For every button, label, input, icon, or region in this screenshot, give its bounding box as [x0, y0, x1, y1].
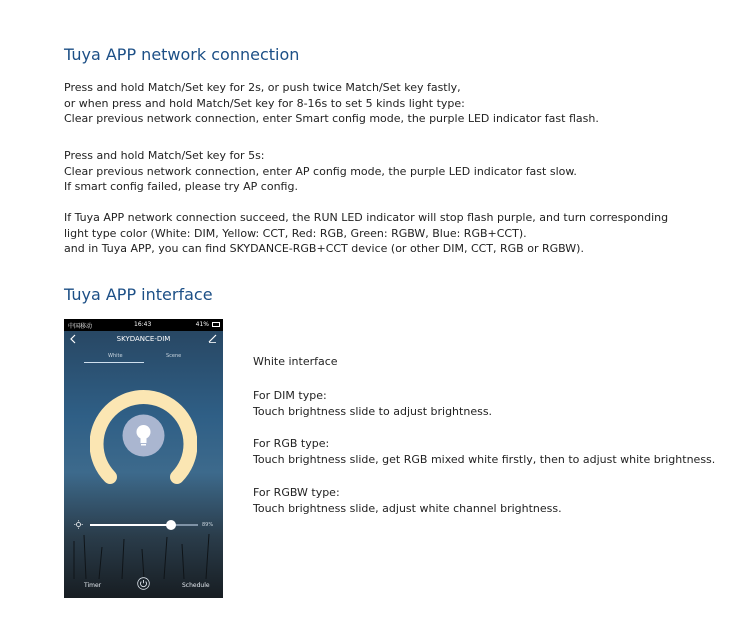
pencil-icon[interactable] [208, 334, 217, 343]
rgbw-text: Touch brightness slide, adjust white channel brightness. [253, 501, 562, 515]
rgb-description [253, 436, 715, 467]
text-line: light type color (White: DIM, Yellow: CCT, Red: RGB, Green: RGBW, Blue: RGB+CCT). [64, 226, 527, 240]
power-icon[interactable] [137, 577, 150, 590]
schedule-button[interactable]: Schedule [182, 582, 210, 589]
text-line: and in Tuya APP, you can find SKYDANCE-RGB+CCT device (or other DIM, CCT, RGB or RGBW). [64, 242, 584, 255]
mode-tabs [64, 350, 223, 364]
app-screenshot [64, 319, 223, 598]
paragraph-match-key [64, 80, 599, 127]
device-title: SKYDANCE-DIM [116, 335, 171, 343]
text-line: Clear previous network connection, enter Smart config mode, the purple LED indicator fast flash. [64, 112, 599, 125]
carrier-label: 中国移动 [68, 323, 93, 330]
text-line: Press and hold Match/Set key for 2s, or push twice Match/Set key fastly, [64, 81, 461, 94]
dim-description [253, 388, 492, 419]
rgb-text: Touch brightness slide, get RGB mixed white firstly, then to adjust white brightness. [253, 452, 716, 466]
interface-heading: White interface [253, 355, 338, 368]
timer-button[interactable]: Timer [84, 582, 102, 589]
dim-text: Touch brightness slide to adjust brightness. [253, 404, 493, 418]
text-line: Press and hold Match/Set key for 5s: [64, 149, 265, 162]
text-line: or when press and hold Match/Set key for 8-16s to set 5 kinds light type: [64, 96, 465, 110]
text-line: If smart config failed, please try AP config. [64, 180, 298, 193]
section-title-interface: Tuya APP interface [64, 285, 213, 304]
status-bar [64, 319, 223, 331]
paragraph-ap-config [64, 148, 577, 195]
paragraph-connection-success [64, 210, 668, 257]
brightness-ring[interactable] [90, 382, 197, 489]
rgbw-description [253, 485, 562, 516]
sun-icon [74, 520, 83, 529]
clock-label: 16:43 [134, 321, 152, 328]
text-line: If Tuya APP network connection succeed, the RUN LED indicator will stop flash purple, and turn corresponding [64, 211, 669, 224]
bottom-bar [64, 576, 223, 596]
background-trees [64, 529, 223, 579]
battery-label: 41% [195, 321, 209, 328]
dim-title: For DIM type: [253, 389, 327, 402]
battery-icon [212, 322, 220, 327]
tab-scene[interactable]: Scene [166, 353, 182, 359]
rgbw-title: For RGBW type: [253, 486, 340, 499]
nav-bar [64, 331, 223, 349]
slider-fill [90, 524, 171, 526]
rgb-title: For RGB type: [253, 437, 330, 450]
active-tab-indicator [84, 362, 144, 363]
section-title-network: Tuya APP network connection [64, 45, 300, 64]
tab-white[interactable]: White [108, 353, 123, 359]
text-line: Clear previous network connection, enter AP config mode, the purple LED indicator fast slow. [64, 164, 577, 178]
brightness-percent: 89% [202, 522, 214, 528]
